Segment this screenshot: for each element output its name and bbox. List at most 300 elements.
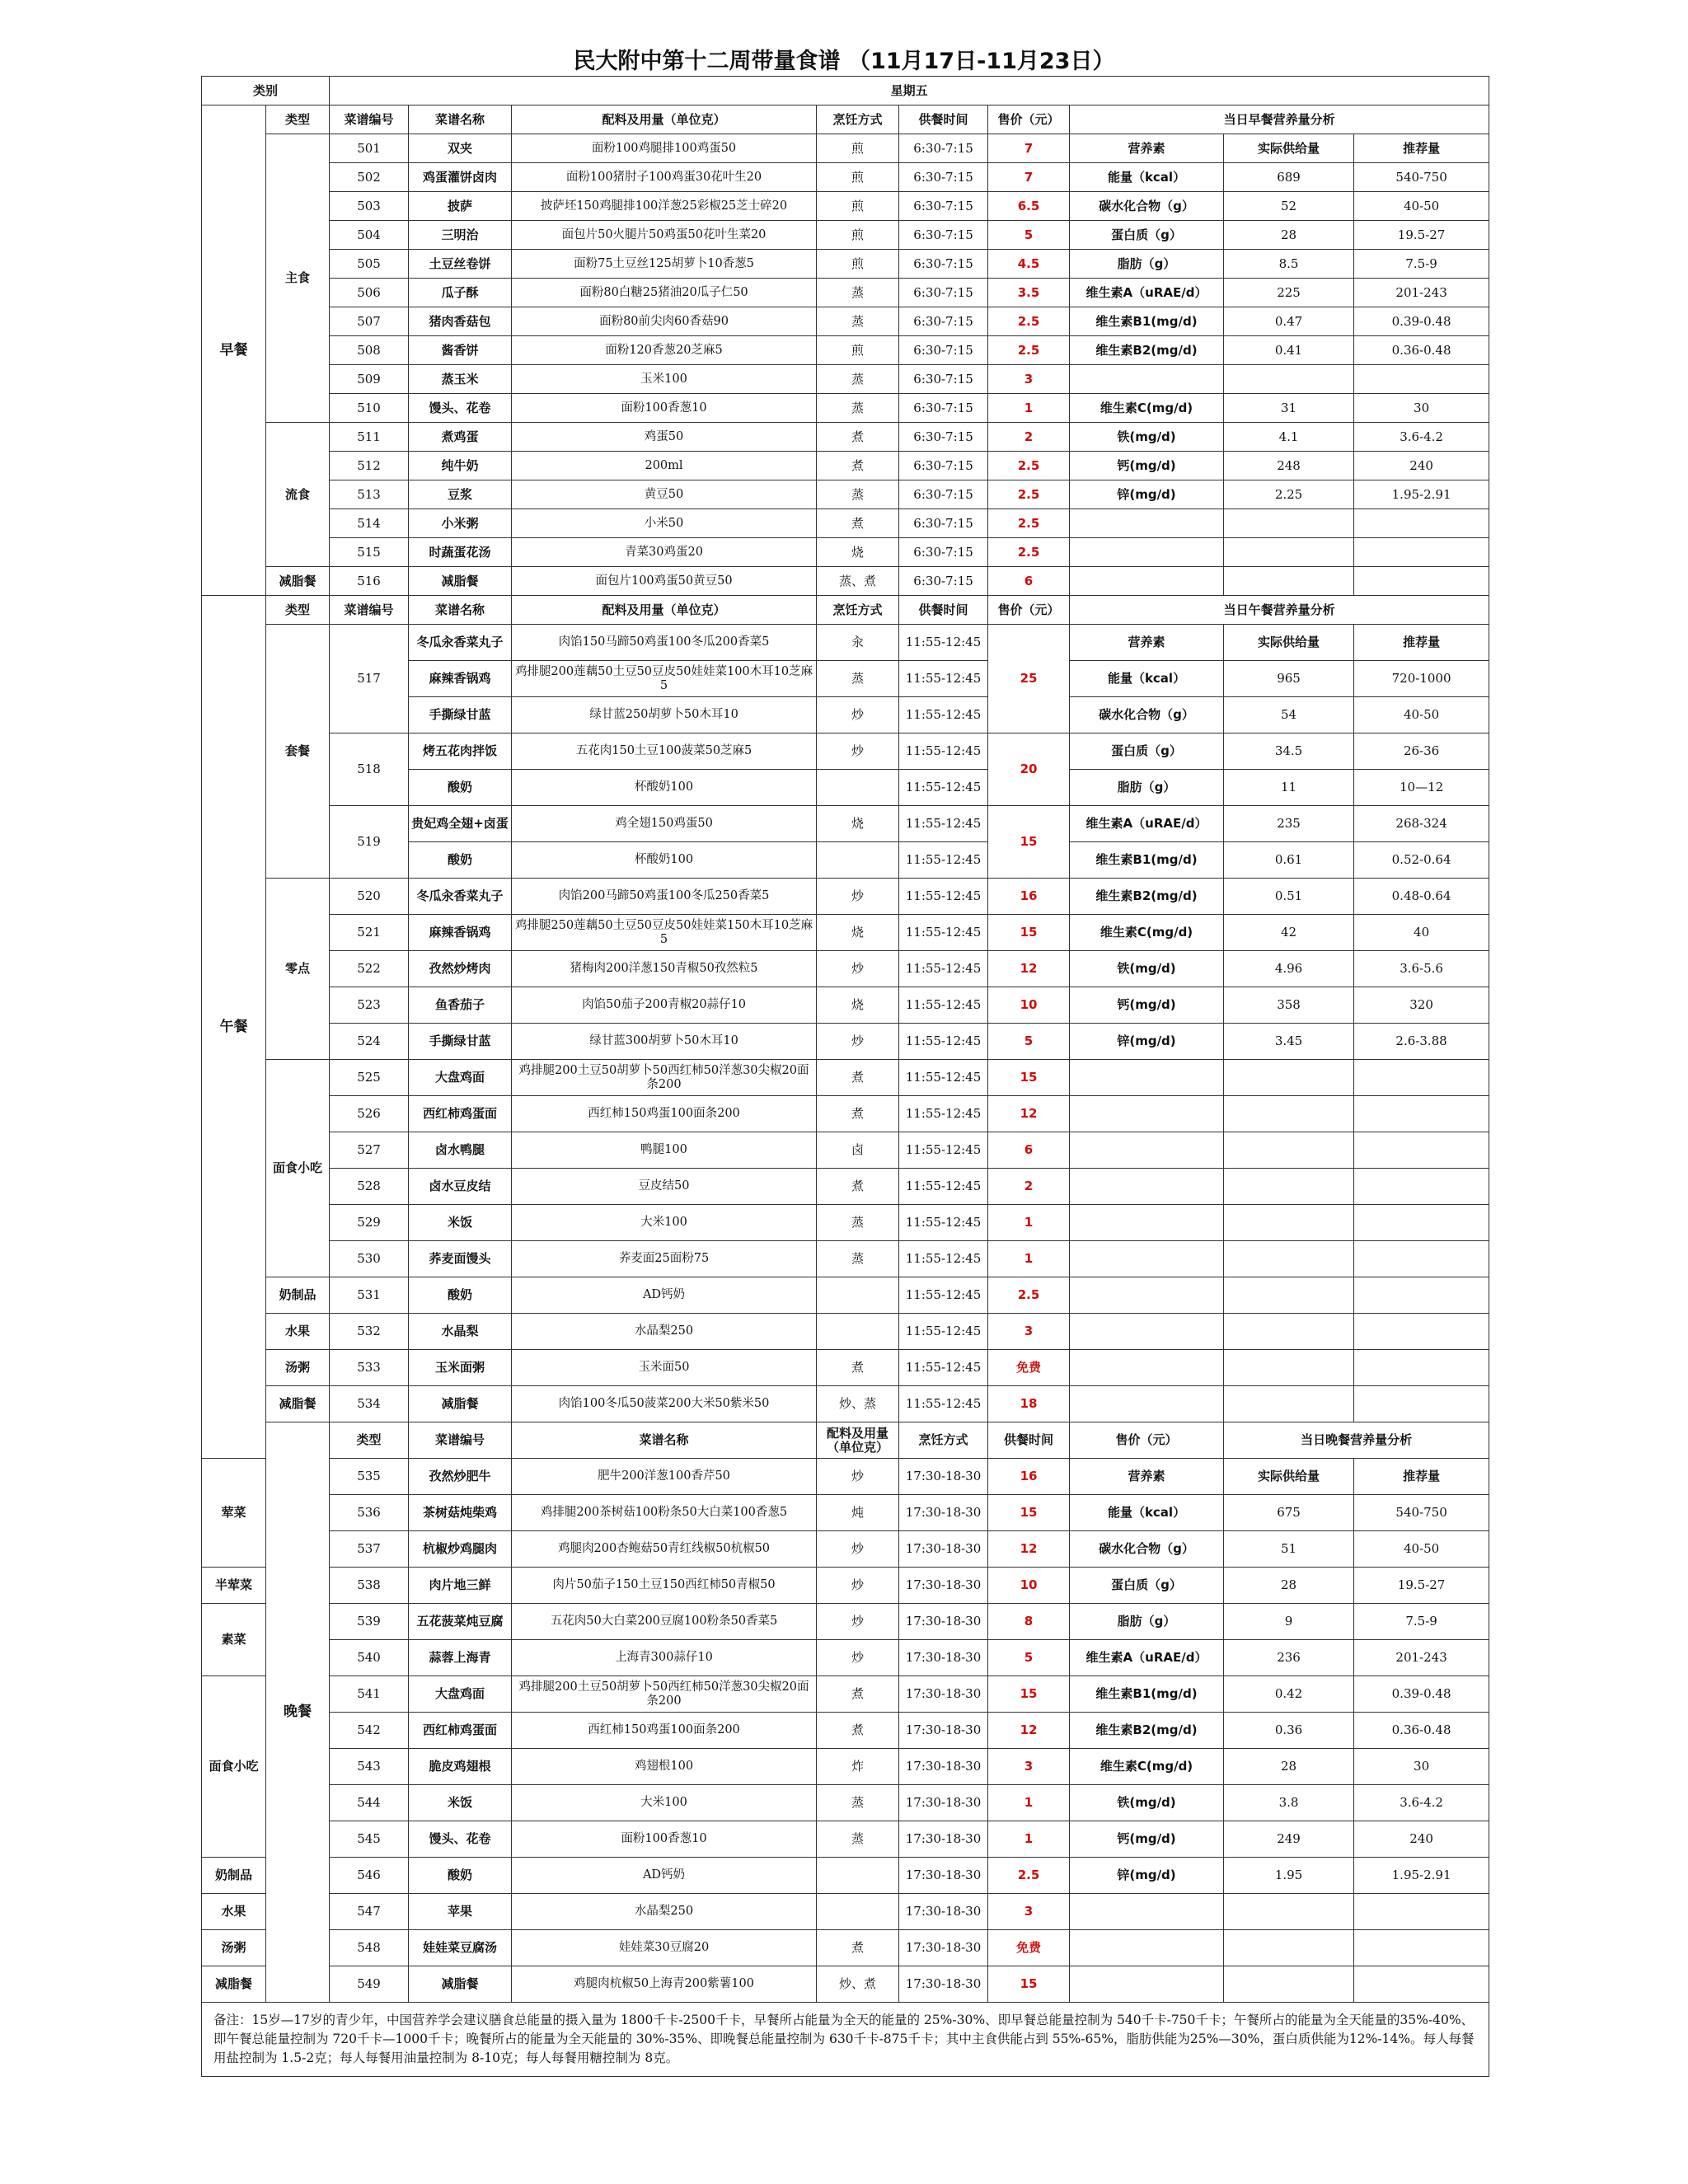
nutrient-name: 维生素C(mg/d) — [1070, 915, 1224, 951]
nutrient-recommended: 268-324 — [1354, 806, 1489, 842]
nutrient-actual: 52 — [1224, 192, 1354, 221]
serving-time: 11:55-12:45 — [899, 1314, 988, 1350]
nutrient-name: 钙(mg/d) — [1070, 1821, 1224, 1858]
dish-ingredients: 肉馅150马蹄50鸡蛋100冬瓜200香菜5 — [512, 625, 817, 661]
empty-cell — [1354, 1096, 1489, 1132]
col-header-code: 菜谱编号 — [409, 1422, 512, 1459]
dish-name: 酸奶 — [409, 1858, 512, 1894]
dish-ingredients: 面粉100香葱10 — [512, 394, 817, 423]
dish-code: 504 — [330, 221, 409, 250]
nutrient-name: 维生素B2(mg/d) — [1070, 1713, 1224, 1749]
category-header: 类别 — [202, 77, 330, 105]
dish-ingredients: 面粉80前尖肉60香菇90 — [512, 307, 817, 336]
dish-code: 502 — [330, 163, 409, 192]
dish-ingredients: 面粉100猪肘子100鸡蛋30花叶生20 — [512, 163, 817, 192]
cooking-method — [817, 1314, 899, 1350]
dish-name: 麻辣香锅鸡 — [409, 661, 512, 697]
empty-cell — [1224, 1060, 1354, 1096]
table-row — [202, 538, 1489, 567]
dish-name: 蒜蓉上海青 — [409, 1640, 512, 1676]
dish-name: 烤五花肉拌饭 — [409, 733, 512, 770]
dish-price: 2.5 — [988, 509, 1070, 538]
cooking-method: 煎 — [817, 250, 899, 279]
dish-ingredients: 面包片50火腿片50鸡蛋50花叶生菜20 — [512, 221, 817, 250]
nutrient-recommended: 320 — [1354, 987, 1489, 1024]
serving-time: 11:55-12:45 — [899, 1024, 988, 1060]
cooking-method: 蒸 — [817, 365, 899, 394]
nutrient-actual — [1224, 365, 1354, 394]
empty-cell — [1224, 1894, 1354, 1930]
cooking-method: 炒 — [817, 951, 899, 987]
dish-price: 16 — [988, 1459, 1070, 1495]
dish-code: 507 — [330, 307, 409, 336]
dish-name: 瓜子酥 — [409, 279, 512, 307]
dish-price: 7 — [988, 163, 1070, 192]
table-row — [202, 279, 1489, 307]
serving-time: 17:30-18-30 — [899, 1676, 988, 1713]
cooking-method: 煮 — [817, 1060, 899, 1096]
dish-name: 减脂餐 — [409, 567, 512, 596]
dish-type: 减脂餐 — [266, 1386, 330, 1422]
dish-type: 流食 — [266, 423, 330, 567]
nutrient-actual: 28 — [1224, 1749, 1354, 1785]
table-row — [202, 1604, 1489, 1640]
empty-cell — [1224, 1314, 1354, 1350]
nutrition-title: 当日早餐营养量分析 — [1070, 105, 1489, 134]
nutrient-actual: 2.25 — [1224, 480, 1354, 509]
cooking-method: 蒸 — [817, 661, 899, 697]
dish-type: 主食 — [266, 134, 330, 423]
cooking-method: 炖 — [817, 1495, 899, 1531]
nutrient-actual: 11 — [1224, 770, 1354, 806]
nutrient-name — [1070, 365, 1224, 394]
dish-type: 减脂餐 — [266, 567, 330, 596]
dish-type: 水果 — [266, 1314, 330, 1350]
nutrient-actual: 235 — [1224, 806, 1354, 842]
empty-cell — [1070, 567, 1224, 596]
serving-time: 6:30-7:15 — [899, 365, 988, 394]
dish-price: 1 — [988, 1205, 1070, 1241]
dish-code: 537 — [330, 1531, 409, 1568]
serving-time: 6:30-7:15 — [899, 394, 988, 423]
table-row — [202, 806, 1489, 842]
dish-code: 528 — [330, 1169, 409, 1205]
nutrient-name: 钙(mg/d) — [1070, 987, 1224, 1024]
nutrient-actual: 0.41 — [1224, 336, 1354, 365]
table-row — [202, 1314, 1489, 1350]
table-row — [202, 951, 1489, 987]
nutrient-recommended: 40 — [1354, 915, 1489, 951]
dish-ingredients: 鸡排腿200茶树菇100粉条50大白菜100香葱5 — [512, 1495, 817, 1531]
cooking-method: 煎 — [817, 134, 899, 163]
dish-code: 548 — [330, 1930, 409, 1966]
serving-time: 17:30-18-30 — [899, 1640, 988, 1676]
dish-code: 546 — [330, 1858, 409, 1894]
col-header-time: 供餐时间 — [899, 596, 988, 625]
footnote: 备注：15岁—17岁的青少年，中国营养学会建议膳食总能量的摄入量为 1800千卡-2500千卡，早餐所占能量为全天的能量的 25%-30%、即早餐总能量控制为 540千卡-750千卡；午餐所占的能量为全天能量的35%-40%、即午餐总能量控制为 720千卡—1000千卡；晚餐所占的能量为全天能量的 30%-35%、即晚餐总能量控制为 630千卡-875千卡；其中主食供能占到 55%-65%，脂肪供能为25%—30%，蛋白质供能为12%-14%。每人每餐用盐控制为 1.5-2克；每人每餐用油量控制为 8-10克；每人每餐用糖控制为 8克。 — [202, 2003, 1489, 2077]
dish-code: 509 — [330, 365, 409, 394]
serving-time: 17:30-18-30 — [899, 1894, 988, 1930]
dish-price: 2.5 — [988, 307, 1070, 336]
col-header-method: 烹饪方式 — [817, 596, 899, 625]
serving-time: 11:55-12:45 — [899, 915, 988, 951]
dish-code: 525 — [330, 1060, 409, 1096]
dish-ingredients: 五花肉150土豆100菠菜50芝麻5 — [512, 733, 817, 770]
dish-price: 5 — [988, 1640, 1070, 1676]
cooking-method: 煮 — [817, 1096, 899, 1132]
nutrient-col-header: 营养素 — [1070, 625, 1224, 661]
dish-price: 8 — [988, 1604, 1070, 1640]
dish-price: 15 — [988, 1495, 1070, 1531]
nutrient-name: 锌(mg/d) — [1070, 1024, 1224, 1060]
dish-code: 549 — [330, 1966, 409, 2003]
dish-name: 双夹 — [409, 134, 512, 163]
empty-cell — [1354, 1060, 1489, 1096]
nutrient-actual: 675 — [1224, 1495, 1354, 1531]
dish-name: 馒头、花卷 — [409, 394, 512, 423]
dish-name: 酸奶 — [409, 1277, 512, 1314]
empty-cell — [1070, 1060, 1224, 1096]
serving-time: 11:55-12:45 — [899, 733, 988, 770]
dish-ingredients: 鸡排腿200土豆50胡萝卜50西红柿50洋葱30尖椒20面条200 — [512, 1676, 817, 1713]
table-row — [202, 1930, 1489, 1966]
dish-type: 半荤菜 — [202, 1568, 266, 1604]
serving-time: 6:30-7:15 — [899, 163, 988, 192]
nutrient-recommended: 540-750 — [1354, 1495, 1489, 1531]
nutrient-recommended: 1.95-2.91 — [1354, 480, 1489, 509]
col-header-name: 菜谱名称 — [512, 1422, 817, 1459]
cooking-method: 蒸 — [817, 1785, 899, 1821]
empty-cell — [1070, 1894, 1224, 1930]
nutrition-title: 当日晚餐营养量分析 — [1224, 1422, 1489, 1459]
cooking-method — [817, 1858, 899, 1894]
col-header-method: 烹饪方式 — [899, 1422, 988, 1459]
cooking-method: 烧 — [817, 538, 899, 567]
dish-price: 5 — [988, 221, 1070, 250]
table-row — [202, 365, 1489, 394]
empty-cell — [1354, 1205, 1489, 1241]
dish-name: 猪肉香菇包 — [409, 307, 512, 336]
dish-ingredients: 肉馅100冬瓜50菠菜200大米50紫米50 — [512, 1386, 817, 1422]
empty-cell — [1070, 1314, 1224, 1350]
table-row — [202, 1785, 1489, 1821]
dish-ingredients: 玉米面50 — [512, 1350, 817, 1386]
dish-ingredients: 小米50 — [512, 509, 817, 538]
empty-cell — [1224, 1169, 1354, 1205]
cooking-method: 炸 — [817, 1749, 899, 1785]
cooking-method: 煮 — [817, 1713, 899, 1749]
cooking-method — [817, 1277, 899, 1314]
nutrient-name: 维生素B1(mg/d) — [1070, 1676, 1224, 1713]
nutrient-actual: 358 — [1224, 987, 1354, 1024]
dish-name: 手撕绿甘蓝 — [409, 697, 512, 733]
dish-ingredients: 面粉120香葱20芝麻5 — [512, 336, 817, 365]
dish-code: 540 — [330, 1640, 409, 1676]
dish-ingredients: 面粉100鸡腿排100鸡蛋50 — [512, 134, 817, 163]
nutrient-name: 蛋白质（g） — [1070, 1568, 1224, 1604]
dish-name: 麻辣香锅鸡 — [409, 915, 512, 951]
nutrient-name: 能量（kcal） — [1070, 163, 1224, 192]
dish-code: 538 — [330, 1568, 409, 1604]
dish-ingredients: 西红柿150鸡蛋100面条200 — [512, 1713, 817, 1749]
dish-name: 披萨 — [409, 192, 512, 221]
serving-time: 17:30-18-30 — [899, 1858, 988, 1894]
nutrient-recommended: 3.6-4.2 — [1354, 1785, 1489, 1821]
col-header-price: 售价（元） — [988, 596, 1070, 625]
dish-name: 肉片地三鲜 — [409, 1568, 512, 1604]
dish-name: 大盘鸡面 — [409, 1060, 512, 1096]
dish-name: 豆浆 — [409, 480, 512, 509]
dish-name: 玉米面粥 — [409, 1350, 512, 1386]
dish-name: 手撕绿甘蓝 — [409, 1024, 512, 1060]
dish-price: 2.5 — [988, 480, 1070, 509]
nutrient-actual: 8.5 — [1224, 250, 1354, 279]
cooking-method: 煎 — [817, 192, 899, 221]
table-row — [202, 336, 1489, 365]
nutrient-col-header: 营养素 — [1070, 134, 1224, 163]
dish-price: 6.5 — [988, 192, 1070, 221]
dish-name: 土豆丝卷饼 — [409, 250, 512, 279]
nutrient-actual: 0.36 — [1224, 1713, 1354, 1749]
dish-name: 减脂餐 — [409, 1386, 512, 1422]
cooking-method: 蒸 — [817, 480, 899, 509]
dish-code: 529 — [330, 1205, 409, 1241]
dish-price: 免费 — [988, 1930, 1070, 1966]
empty-cell — [1224, 1277, 1354, 1314]
dish-code: 505 — [330, 250, 409, 279]
serving-time: 11:55-12:45 — [899, 1205, 988, 1241]
serving-time: 11:55-12:45 — [899, 1277, 988, 1314]
table-row — [202, 879, 1489, 915]
dish-code: 514 — [330, 509, 409, 538]
nutrient-name: 蛋白质（g） — [1070, 733, 1224, 770]
cooking-method: 炒 — [817, 1640, 899, 1676]
dish-ingredients: 鸡腿肉200杏鲍菇50青红线椒50杭椒50 — [512, 1531, 817, 1568]
serving-time: 6:30-7:15 — [899, 336, 988, 365]
nutrient-actual: 28 — [1224, 221, 1354, 250]
table-row — [202, 1277, 1489, 1314]
dish-ingredients: 肉馅50茄子200青椒20蒜仔10 — [512, 987, 817, 1024]
dish-code: 517 — [330, 625, 409, 733]
dish-ingredients: 猪梅肉200洋葱150青椒50孜然粒5 — [512, 951, 817, 987]
nutrient-actual: 0.61 — [1224, 842, 1354, 879]
table-row — [202, 509, 1489, 538]
nutrient-actual: 3.8 — [1224, 1785, 1354, 1821]
nutrient-name: 蛋白质（g） — [1070, 221, 1224, 250]
empty-cell — [1354, 567, 1489, 596]
dish-code: 545 — [330, 1821, 409, 1858]
dish-type: 减脂餐 — [202, 1966, 266, 2003]
nutrient-name: 维生素B1(mg/d) — [1070, 307, 1224, 336]
dish-name: 时蔬蛋花汤 — [409, 538, 512, 567]
table-row — [202, 625, 1489, 661]
col-header-price: 售价（元） — [1070, 1422, 1224, 1459]
dish-ingredients: 杯酸奶100 — [512, 842, 817, 879]
dish-ingredients: 大米100 — [512, 1785, 817, 1821]
dish-code: 543 — [330, 1749, 409, 1785]
table-row — [202, 1749, 1489, 1785]
nutrient-recommended: 0.36-0.48 — [1354, 1713, 1489, 1749]
cooking-method: 炒 — [817, 697, 899, 733]
dish-price: 2 — [988, 423, 1070, 452]
meal-dinner: 晚餐 — [266, 1422, 330, 2003]
col-header-ingredients: 配料及用量（单位克） — [817, 1422, 899, 1459]
dish-price: 15 — [988, 1676, 1070, 1713]
nutrient-col-header: 营养素 — [1070, 1459, 1224, 1495]
dish-price: 2.5 — [988, 1277, 1070, 1314]
dish-code: 518 — [330, 733, 409, 806]
table-row — [202, 1422, 1489, 1459]
serving-time: 17:30-18-30 — [899, 1604, 988, 1640]
dish-name: 酱香饼 — [409, 336, 512, 365]
dish-price: 18 — [988, 1386, 1070, 1422]
table-row — [202, 221, 1489, 250]
dish-price: 5 — [988, 1024, 1070, 1060]
cooking-method: 煎 — [817, 163, 899, 192]
dish-price: 免费 — [988, 1350, 1070, 1386]
col-header-ingredients: 配料及用量（单位克） — [512, 596, 817, 625]
table-row — [202, 423, 1489, 452]
cooking-method: 炒、煮 — [817, 1966, 899, 2003]
nutrient-name: 能量（kcal） — [1070, 1495, 1224, 1531]
dish-code: 503 — [330, 192, 409, 221]
dish-code: 526 — [330, 1096, 409, 1132]
actual-col-header: 实际供给量 — [1224, 625, 1354, 661]
empty-cell — [1354, 1132, 1489, 1169]
dish-code: 534 — [330, 1386, 409, 1422]
empty-cell — [1224, 1132, 1354, 1169]
dish-ingredients: 绿甘蓝250胡萝卜50木耳10 — [512, 697, 817, 733]
dish-name: 水晶梨 — [409, 1314, 512, 1350]
dish-code: 532 — [330, 1314, 409, 1350]
dish-name: 卤水鸭腿 — [409, 1132, 512, 1169]
empty-cell — [1224, 567, 1354, 596]
nutrient-name: 铁(mg/d) — [1070, 951, 1224, 987]
nutrient-recommended: 240 — [1354, 1821, 1489, 1858]
dish-name: 西红柿鸡蛋面 — [409, 1713, 512, 1749]
dish-ingredients: 水晶梨250 — [512, 1314, 817, 1350]
dish-ingredients: AD钙奶 — [512, 1277, 817, 1314]
dish-ingredients: 鸡蛋50 — [512, 423, 817, 452]
nutrient-actual: 54 — [1224, 697, 1354, 733]
serving-time: 11:55-12:45 — [899, 770, 988, 806]
dish-name: 冬瓜汆香菜丸子 — [409, 879, 512, 915]
table-row — [202, 1676, 1489, 1713]
actual-col-header: 实际供给量 — [1224, 1459, 1354, 1495]
table-row — [202, 987, 1489, 1024]
dish-name: 酸奶 — [409, 842, 512, 879]
cooking-method: 煮 — [817, 423, 899, 452]
empty-cell — [1070, 1241, 1224, 1277]
nutrient-name: 维生素A（uRAE/d） — [1070, 806, 1224, 842]
empty-cell — [1070, 1169, 1224, 1205]
serving-time: 11:55-12:45 — [899, 806, 988, 842]
cooking-method: 炒 — [817, 879, 899, 915]
nutrient-recommended: 2.6-3.88 — [1354, 1024, 1489, 1060]
serving-time: 6:30-7:15 — [899, 452, 988, 480]
dish-ingredients: 鸡排腿250莲藕50土豆50豆皮50娃娃菜150木耳10芝麻5 — [512, 915, 817, 951]
serving-time: 11:55-12:45 — [899, 987, 988, 1024]
nutrient-actual: 248 — [1224, 452, 1354, 480]
serving-time: 17:30-18-30 — [899, 1713, 988, 1749]
nutrient-recommended: 19.5-27 — [1354, 1568, 1489, 1604]
col-header-name: 菜谱名称 — [409, 105, 512, 134]
table-row — [202, 134, 1489, 163]
nutrient-actual: 0.42 — [1224, 1676, 1354, 1713]
cooking-method — [817, 842, 899, 879]
menu-table — [201, 76, 1489, 2077]
dish-ingredients: 面包片100鸡蛋50黄豆50 — [512, 567, 817, 596]
nutrient-recommended — [1354, 365, 1489, 394]
col-header-time: 供餐时间 — [988, 1422, 1070, 1459]
dish-type: 面食小吃 — [202, 1676, 266, 1858]
nutrient-actual: 4.1 — [1224, 423, 1354, 452]
dish-code: 519 — [330, 806, 409, 879]
dish-type: 套餐 — [266, 625, 330, 879]
dish-name: 贵妃鸡全翅+卤蛋 — [409, 806, 512, 842]
empty-cell — [1070, 1930, 1224, 1966]
cooking-method — [817, 770, 899, 806]
dish-ingredients: 玉米100 — [512, 365, 817, 394]
dish-ingredients: 面粉80白糖25猪油20瓜子仁50 — [512, 279, 817, 307]
dish-name: 鱼香茄子 — [409, 987, 512, 1024]
empty-cell — [1354, 1277, 1489, 1314]
nutrient-actual: 965 — [1224, 661, 1354, 697]
cooking-method: 炒 — [817, 1604, 899, 1640]
nutrient-name: 维生素B2(mg/d) — [1070, 879, 1224, 915]
nutrient-recommended: 26-36 — [1354, 733, 1489, 770]
empty-cell — [1070, 509, 1224, 538]
dish-ingredients: 面粉100香葱10 — [512, 1821, 817, 1858]
nutrient-recommended: 3.6-4.2 — [1354, 423, 1489, 452]
dish-price: 1 — [988, 1785, 1070, 1821]
dish-name: 荞麦面馒头 — [409, 1241, 512, 1277]
dish-name: 冬瓜汆香菜丸子 — [409, 625, 512, 661]
nutrient-name: 碳水化合物（g） — [1070, 192, 1224, 221]
serving-time: 17:30-18-30 — [899, 1749, 988, 1785]
dish-ingredients: 披萨坯150鸡腿排100洋葱25彩椒25芝士碎20 — [512, 192, 817, 221]
dish-code: 516 — [330, 567, 409, 596]
dish-name: 娃娃菜豆腐汤 — [409, 1930, 512, 1966]
nutrition-title: 当日午餐营养量分析 — [1070, 596, 1489, 625]
serving-time: 11:55-12:45 — [899, 1169, 988, 1205]
nutrient-recommended: 0.39-0.48 — [1354, 1676, 1489, 1713]
nutrient-recommended: 1.95-2.91 — [1354, 1858, 1489, 1894]
table-row — [202, 1640, 1489, 1676]
table-row — [202, 1241, 1489, 1277]
serving-time: 11:55-12:45 — [899, 1241, 988, 1277]
empty-cell — [1354, 1894, 1489, 1930]
table-row — [202, 1713, 1489, 1749]
nutrient-actual: 42 — [1224, 915, 1354, 951]
dish-name: 馒头、花卷 — [409, 1821, 512, 1858]
dish-price: 10 — [988, 1568, 1070, 1604]
nutrient-name: 铁(mg/d) — [1070, 423, 1224, 452]
dish-code: 541 — [330, 1676, 409, 1713]
dish-code: 512 — [330, 452, 409, 480]
serving-time: 17:30-18-30 — [899, 1930, 988, 1966]
dish-name: 纯牛奶 — [409, 452, 512, 480]
nutrient-recommended: 0.39-0.48 — [1354, 307, 1489, 336]
dish-price: 12 — [988, 1096, 1070, 1132]
table-row — [202, 1495, 1489, 1531]
dish-price: 2.5 — [988, 538, 1070, 567]
empty-cell — [1354, 1386, 1489, 1422]
dish-price: 3.5 — [988, 279, 1070, 307]
serving-time: 17:30-18-30 — [899, 1568, 988, 1604]
dish-code: 542 — [330, 1713, 409, 1749]
cooking-method: 烧 — [817, 806, 899, 842]
